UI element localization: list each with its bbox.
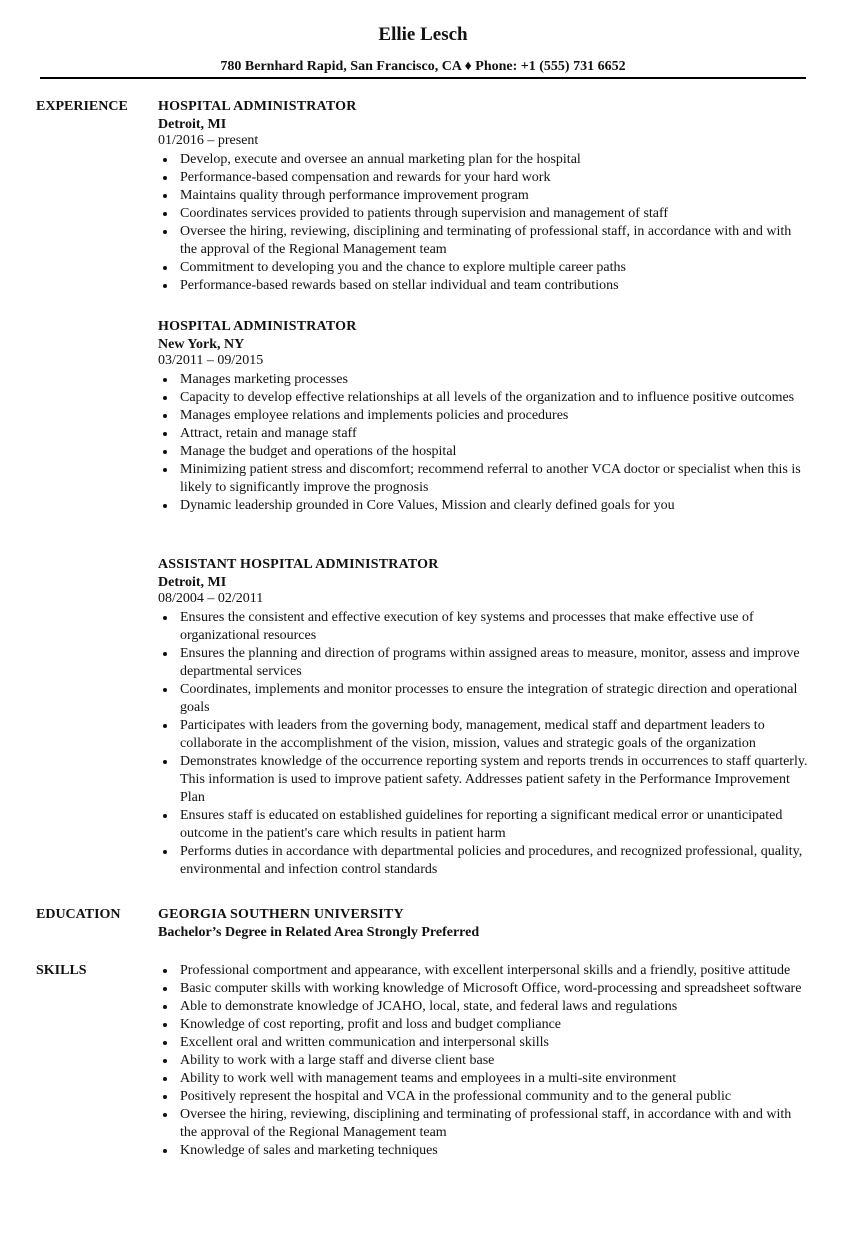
skills-list [158,962,808,1160]
list-item: Performs duties in accordance with departmental policies and procedures, and recognized professional, quality, environmental and infection control standards [158,843,808,879]
job-dates: 01/2016 – present [158,133,259,148]
list-item: Manages marketing processes [158,371,808,389]
job-entry [158,318,808,515]
list-item: Ability to work well with management teams and employees in a multi-site environment [158,1070,808,1088]
job-title: HOSPITAL ADMINISTRATOR [158,99,357,114]
list-item: Minimizing patient stress and discomfort; recommend referral to another VCA doctor or specialist when this is likely to significantly improve the prognosis [158,461,808,497]
list-item: Develop, execute and oversee an annual marketing plan for the hospital [158,151,808,169]
job-entry [158,98,808,295]
list-item: Participates with leaders from the governing body, management, medical staff and department leaders to collaborate in the accomplishment of the vision, mission, values and strategic goals of the organization [158,717,808,753]
section-label-skills: SKILLS [36,963,87,978]
list-item: Ensures the consistent and effective execution of key systems and processes that make effective use of organizational resources [158,609,808,645]
skills-list-block [158,962,808,1160]
job-title: ASSISTANT HOSPITAL ADMINISTRATOR [158,557,439,572]
job-bullets [158,151,808,295]
job-entry [158,556,808,879]
contact-line: 780 Bernhard Rapid, San Francisco, CA ♦ Phone: +1 (555) 731 6652 [220,59,626,74]
list-item: Knowledge of cost reporting, profit and loss and budget compliance [158,1016,808,1034]
list-item: Commitment to developing you and the chance to explore multiple career paths [158,259,808,277]
list-item: Manages employee relations and implements policies and procedures [158,407,808,425]
list-item: Capacity to develop effective relationships at all levels of the organization and to influence positive outcomes [158,389,808,407]
job-bullets [158,609,808,879]
list-item: Attract, retain and manage staff [158,425,808,443]
list-item: Able to demonstrate knowledge of JCAHO, local, state, and federal laws and regulations [158,998,808,1016]
section-label-education: EDUCATION [36,907,121,922]
list-item: Coordinates services provided to patients through supervision and management of staff [158,205,808,223]
list-item: Performance-based compensation and rewards for your hard work [158,169,808,187]
header-divider [40,77,806,79]
job-location: New York, NY [158,337,245,352]
list-item: Performance-based rewards based on stellar individual and team contributions [158,277,808,295]
job-location: Detroit, MI [158,117,227,132]
list-item: Dynamic leadership grounded in Core Values, Mission and clearly defined goals for you [158,497,808,515]
education-entry [158,906,808,942]
job-location: Detroit, MI [158,575,227,590]
list-item: Manage the budget and operations of the hospital [158,443,808,461]
school-name: GEORGIA SOUTHERN UNIVERSITY [158,907,404,922]
list-item: Positively represent the hospital and VCA in the professional community and to the general public [158,1088,808,1106]
list-item: Demonstrates knowledge of the occurrence reporting system and reports trends in occurrences to staff quarterly. This information is used to improve patient safety. Addresses patient safety in the Performance Improvement Plan [158,753,808,807]
list-item: Excellent oral and written communication and interpersonal skills [158,1034,808,1052]
list-item: Ensures staff is educated on established guidelines for reporting a significant medical error or unanticipated outcome in the patient's care which results in patient harm [158,807,808,843]
list-item: Knowledge of sales and marketing techniques [158,1142,808,1160]
list-item: Professional comportment and appearance, with excellent interpersonal skills and a friendly, positive attitude [158,962,808,980]
list-item: Ability to work with a large staff and diverse client base [158,1052,808,1070]
job-dates: 08/2004 – 02/2011 [158,591,264,606]
candidate-name: Ellie Lesch [378,24,468,45]
list-item: Maintains quality through performance improvement program [158,187,808,205]
list-item: Basic computer skills with working knowledge of Microsoft Office, word-processing and spreadsheet software [158,980,808,998]
list-item: Ensures the planning and direction of programs within assigned areas to measure, monitor, assess and improve departmental services [158,645,808,681]
job-dates: 03/2011 – 09/2015 [158,353,264,368]
list-item: Oversee the hiring, reviewing, disciplining and terminating of professional staff, in accordance with and with the approval of the Regional Management team [158,1106,808,1142]
section-label-experience: EXPERIENCE [36,99,128,114]
degree: Bachelor’s Degree in Related Area Strongly Preferred [158,925,480,940]
list-item: Coordinates, implements and monitor processes to ensure the integration of strategic direction and operational goals [158,681,808,717]
job-title: HOSPITAL ADMINISTRATOR [158,319,357,334]
list-item: Oversee the hiring, reviewing, disciplining and terminating of professional staff, in accordance with and with the approval of the Regional Management team [158,223,808,259]
job-bullets [158,371,808,515]
